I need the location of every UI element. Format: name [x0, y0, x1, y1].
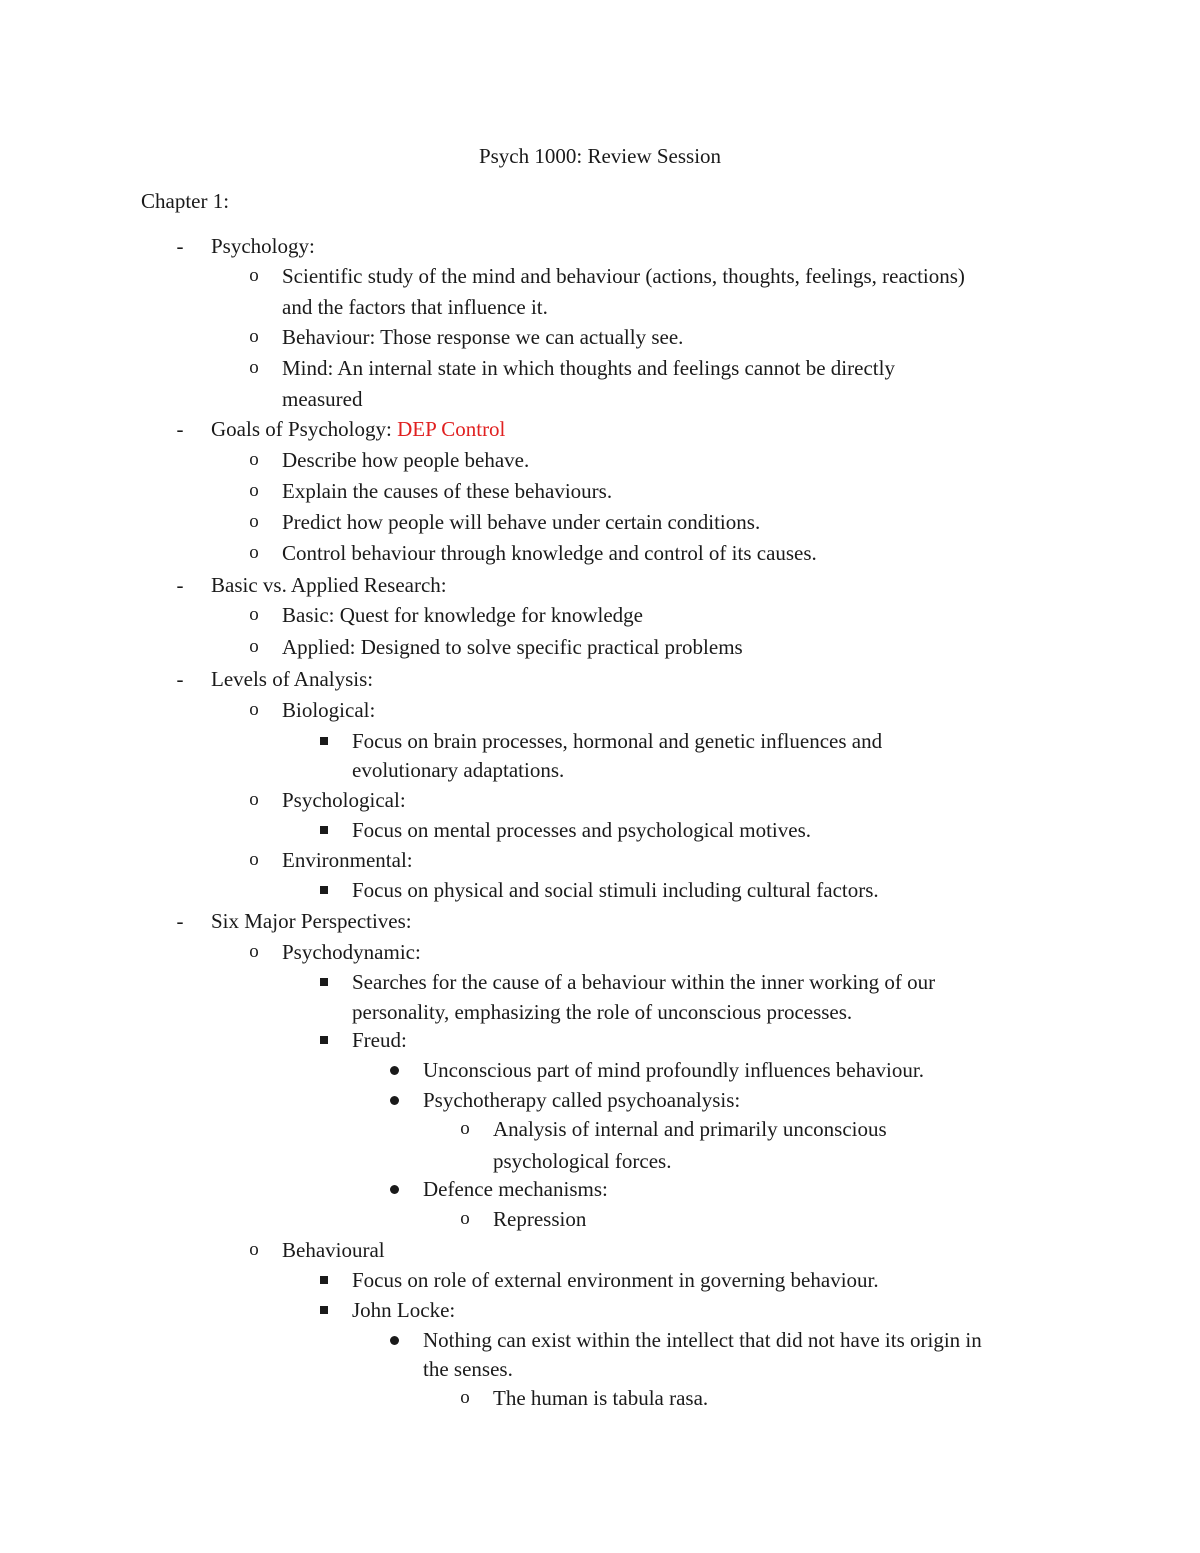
outline-item-level-2	[282, 846, 413, 874]
outline-item-level-2	[282, 446, 529, 474]
highlighted-text: DEP Control	[397, 417, 506, 441]
outline-item-level-3	[352, 816, 811, 844]
document-title: Psych 1000: Review Session	[478, 144, 722, 168]
outline-item-level-4	[423, 1056, 924, 1084]
outline-item-level-1	[211, 232, 315, 260]
disc-bullet-icon	[390, 1185, 399, 1194]
circle-bullet-icon: o	[249, 511, 259, 532]
outline-item-level-2	[282, 354, 895, 382]
outline-item-level-2	[282, 293, 548, 321]
outline-item-text: Focus on brain processes, hormonal and genetic influences and	[352, 729, 883, 753]
outline-item-text: Analysis of internal and primarily unconscious	[493, 1117, 887, 1141]
outline-item-text: Searches for the cause of a behaviour within the inner working of our	[352, 970, 936, 994]
outline-item-level-4	[423, 1355, 513, 1383]
outline-item-level-1	[211, 907, 412, 935]
outline-item-level-1	[211, 571, 447, 599]
circle-bullet-icon: o	[249, 849, 259, 870]
circle-bullet-icon: o	[249, 636, 259, 657]
outline-item-level-2	[282, 539, 817, 567]
outline-item-text: Predict how people will behave under certain conditions.	[282, 510, 761, 534]
outline-item-text: Focus on physical and social stimuli including cultural factors.	[352, 878, 879, 902]
outline-item-text: Nothing can exist within the intellect that did not have its origin in	[423, 1328, 982, 1352]
outline-item-level-1	[211, 415, 505, 443]
square-bullet-icon	[320, 826, 328, 834]
disc-bullet-icon	[390, 1066, 399, 1075]
outline-item-level-2	[282, 938, 421, 966]
circle-bullet-icon: o	[460, 1387, 470, 1408]
outline-item-level-2	[282, 696, 375, 724]
outline-item-text: Control behaviour through knowledge and control of its causes.	[282, 541, 817, 565]
square-bullet-icon	[320, 886, 328, 894]
outline-item-text: The human is tabula rasa.	[493, 1386, 709, 1410]
circle-bullet-icon: o	[249, 1239, 259, 1260]
outline-item-level-2	[282, 508, 760, 536]
chapter-heading: Chapter 1:	[141, 189, 230, 213]
square-bullet-icon	[320, 1036, 328, 1044]
outline-item-text: Psychological:	[282, 788, 406, 812]
outline-item-level-2	[282, 601, 643, 629]
outline-item-text: Levels of Analysis:	[211, 667, 374, 691]
outline-item-level-3	[352, 1266, 879, 1294]
square-bullet-icon	[320, 1306, 328, 1314]
outline-item-text: Explain the causes of these behaviours.	[282, 479, 613, 503]
circle-bullet-icon: o	[460, 1208, 470, 1229]
outline-item-text: Goals of Psychology:	[211, 417, 398, 441]
circle-bullet-icon: o	[249, 265, 259, 286]
outline-item-level-4	[423, 1175, 608, 1203]
outline-item-text: Psychodynamic:	[282, 940, 421, 964]
outline-item-level-2	[282, 786, 406, 814]
outline-item-text: Defence mechanisms:	[423, 1177, 608, 1201]
dash-bullet-icon: -	[176, 417, 184, 441]
circle-bullet-icon: o	[249, 449, 259, 470]
outline-item-text: John Locke:	[352, 1298, 456, 1322]
dash-bullet-icon: -	[176, 234, 184, 258]
outline-item-text: Describe how people behave.	[282, 448, 530, 472]
outline-item-level-3	[352, 998, 852, 1026]
outline-item-level-5	[493, 1115, 887, 1143]
outline-item-text: Scientific study of the mind and behaviour (actions, thoughts, feelings, reactions)	[282, 264, 965, 288]
circle-bullet-icon: o	[249, 326, 259, 347]
square-bullet-icon	[320, 737, 328, 745]
outline-item-level-3	[352, 756, 564, 784]
outline-item-level-3	[352, 876, 879, 904]
outline-item-level-4	[423, 1086, 740, 1114]
disc-bullet-icon	[390, 1096, 399, 1105]
outline-item-text: and the factors that influence it.	[282, 295, 548, 319]
circle-bullet-icon: o	[249, 357, 259, 378]
outline-item-level-2	[282, 262, 965, 290]
square-bullet-icon	[320, 978, 328, 986]
outline-item-level-3	[352, 1026, 407, 1054]
circle-bullet-icon: o	[249, 604, 259, 625]
disc-bullet-icon	[390, 1336, 399, 1345]
outline-item-text: Applied: Designed to solve specific practical problems	[282, 635, 743, 659]
circle-bullet-icon: o	[460, 1118, 470, 1139]
outline-item-text: Environmental:	[282, 848, 413, 872]
outline-item-level-5	[493, 1147, 671, 1175]
outline-item-text: Repression	[493, 1207, 587, 1231]
outline-item-text: Freud:	[352, 1028, 407, 1052]
outline-item-level-3	[352, 968, 935, 996]
outline-item-level-2	[282, 633, 743, 661]
square-bullet-icon	[320, 1276, 328, 1284]
outline-item-text: Psychotherapy called psychoanalysis:	[423, 1088, 741, 1112]
outline-item-level-3	[352, 1296, 455, 1324]
outline-item-level-4	[423, 1326, 982, 1354]
outline-item-text: Behavioural	[282, 1238, 385, 1262]
outline-item-text: evolutionary adaptations.	[352, 758, 565, 782]
dash-bullet-icon: -	[176, 667, 184, 691]
outline-item-text: personality, emphasizing the role of unconscious processes.	[352, 1000, 853, 1024]
circle-bullet-icon: o	[249, 941, 259, 962]
outline-item-level-2	[282, 1236, 385, 1264]
outline-item-level-3	[352, 727, 882, 755]
outline-item-text: Focus on mental processes and psychological motives.	[352, 818, 811, 842]
circle-bullet-icon: o	[249, 480, 259, 501]
outline-item-text: Unconscious part of mind profoundly influences behaviour.	[423, 1058, 924, 1082]
outline-item-text: measured	[282, 387, 363, 411]
outline-item-text: Behaviour: Those response we can actually see.	[282, 325, 684, 349]
outline-item-text: Basic vs. Applied Research:	[211, 573, 447, 597]
circle-bullet-icon: o	[249, 542, 259, 563]
outline-item-level-1	[211, 665, 373, 693]
outline-item-level-2	[282, 477, 612, 505]
outline-item-level-2	[282, 385, 362, 413]
circle-bullet-icon: o	[249, 699, 259, 720]
outline-item-text: Psychology:	[211, 234, 315, 258]
outline-item-text: Mind: An internal state in which thoughts and feelings cannot be directly	[282, 356, 895, 380]
outline-item-text: the senses.	[423, 1357, 513, 1381]
outline-item-text: Focus on role of external environment in governing behaviour.	[352, 1268, 879, 1292]
outline-item-level-2	[282, 323, 683, 351]
outline-item-level-5	[493, 1384, 708, 1412]
dash-bullet-icon: -	[176, 909, 184, 933]
outline-item-text: Six Major Perspectives:	[211, 909, 412, 933]
outline-item-text: psychological forces.	[493, 1149, 672, 1173]
circle-bullet-icon: o	[249, 789, 259, 810]
dash-bullet-icon: -	[176, 573, 184, 597]
outline-item-text: Biological:	[282, 698, 376, 722]
outline-item-text: Basic: Quest for knowledge for knowledge	[282, 603, 643, 627]
outline-item-level-5	[493, 1205, 586, 1233]
